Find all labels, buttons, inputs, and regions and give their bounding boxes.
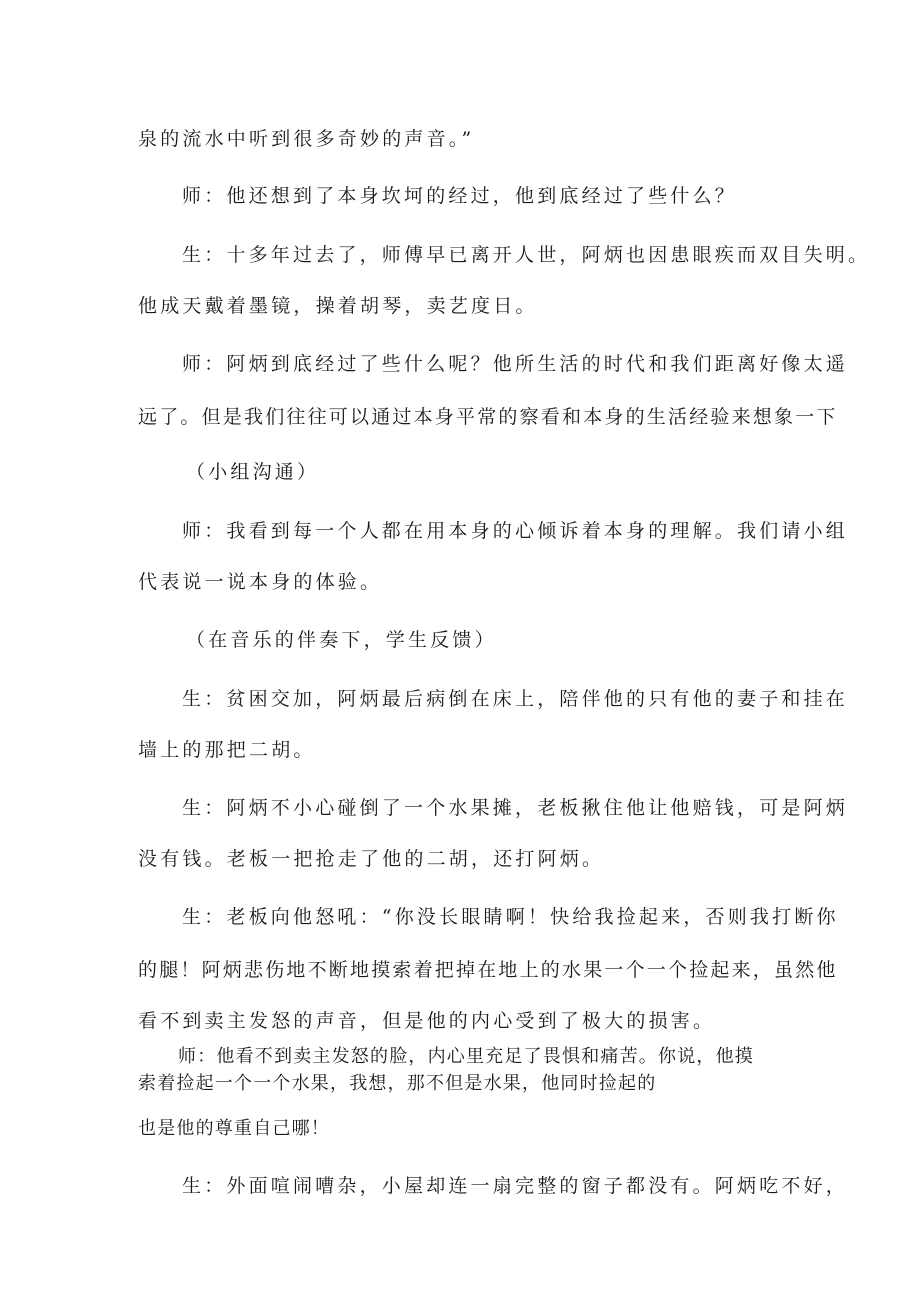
text-line: 生：十多年过去了，师傅早已离开人世，阿炳也因患眼疾而双目失明。 [182,244,871,266]
text-line: 墙上的那把二胡。 [138,739,316,761]
text-line: 的腿！阿炳悲伤地不断地摸索着把掉在地上的水果一个一个捡起来，虽然他 [138,959,838,981]
text-line: 师：我看到每一个人都在用本身的心倾诉着本身的理解。我们请小组 [182,520,849,542]
text-line: 师：他看不到卖主发怒的脸，内心里充足了畏惧和痛苦。你说，他摸 [178,1046,754,1067]
text-line: 也是他的尊重自己哪！ [138,1118,330,1139]
text-line: （在音乐的伴奏下，学生反馈） [186,629,497,651]
text-line: （小组沟通） [186,461,320,483]
text-line: 远了。但是我们往往可以通过本身平常的察看和本身的生活经验来想象一下 [138,406,838,428]
text-line: 没有钱。老板一把抢走了他的二胡，还打阿炳。 [138,848,605,870]
text-line: 生：外面喧闹嘈杂，小屋却连一扇完整的窗子都没有。阿炳吃不好， [182,1175,849,1197]
text-line: 生：老板向他怒吼：“你没长眼睛啊！快给我捡起来，否则我打断你 [182,906,839,928]
text-line: 索着捡起一个一个水果，我想，那不但是水果，他同时捡起的 [138,1073,657,1094]
text-line: 看不到卖主发怒的声音，但是他的内心受到了极大的损害。 [138,1010,716,1032]
text-line: 他成天戴着墨镜，操着胡琴，卖艺度日。 [138,295,538,317]
text-line: 生：阿炳不小心碰倒了一个水果摊，老板揪住他让他赔钱，可是阿炳 [182,797,849,819]
text-line: 生：贫困交加，阿炳最后病倒在床上，陪伴他的只有他的妻子和挂在 [182,688,849,710]
text-line: 代表说一说本身的体验。 [138,571,383,593]
text-line: 师：阿炳到底经过了些什么呢？他所生活的时代和我们距离好像太遥 [182,353,849,375]
text-line: 师：他还想到了本身坎坷的经过，他到底经过了些什么？ [182,185,738,207]
text-line: 泉的流水中听到很多奇妙的声音。” [138,128,475,150]
